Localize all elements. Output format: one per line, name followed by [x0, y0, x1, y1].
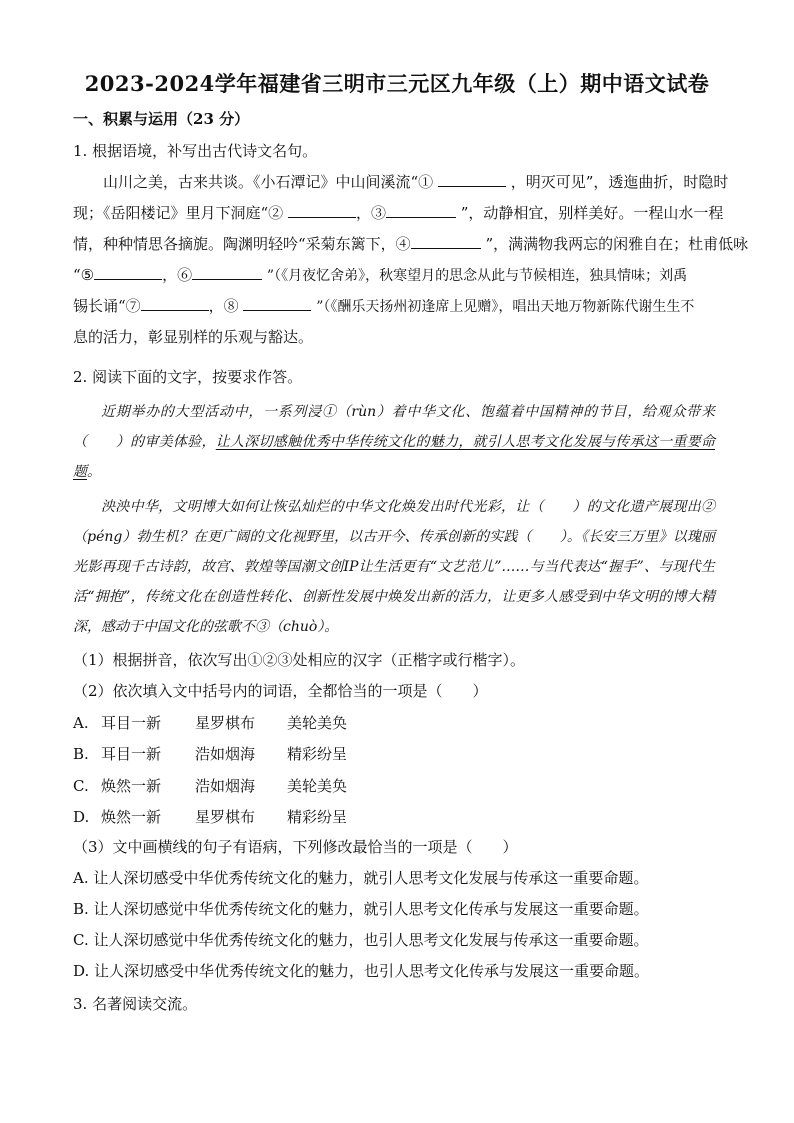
question-2-stem: 2. 阅读下面的文字，按要求作答。 [73, 368, 303, 386]
option-row-b[interactable]: B. 耳目一新 浩如烟海 精彩纷呈 [73, 745, 348, 763]
option-row-c[interactable]: C. 焕然一新 浩如烟海 美轮美奂 [73, 777, 348, 795]
question-3-stem: 3. 名著阅读交流。 [73, 995, 198, 1013]
option-3-d[interactable]: D. 让人深切感受中华优秀传统文化的魅力，也引人思考文化传承与发展这一重要命题。 [73, 962, 650, 980]
sub-question-3: （3）文中画横线的句子有语病，下列修改最恰当的一项是（ ） [73, 838, 518, 856]
question-1-line-3: 情，种种情思各摘旎。陶渊明轻吟“采菊东篱下，④ ”，满满物我两忘的闲雅自在；杜甫低咏 [73, 235, 749, 253]
sub-question-1: （1）根据拼音，依次写出①②③处相应的汉字（正楷字或行楷字）。 [73, 651, 526, 669]
question-1-stem: 1. 根据语境，补写出古代诗文名句。 [73, 142, 318, 160]
question-1-line-2: 现；《岳阳楼记》里月下洞庭“② ，③ ”，动静相宜，别样美好。一程山水一程 [73, 204, 724, 222]
question-1-line-5: 锡长诵“⑦ ，⑧ ”（《酬乐天扬州初逢席上见赠》，唱出天地万物新陈代谢生生不 [73, 297, 695, 315]
underlined-sentence: 让人深切感触优秀中华传统文化的魅力，就引人思考文化发展与传承这一重要命题 [73, 434, 716, 480]
question-1-line-6: 息的活力，彰显别样的乐观与豁达。 [73, 328, 314, 346]
answer-blank-6[interactable] [192, 265, 262, 280]
page-title: 2023-2024学年福建省三明市三元区九年级（上）期中语文试卷 [84, 71, 710, 96]
answer-blank-8[interactable] [243, 296, 311, 311]
section-heading: 一、积累与运用（23 分） [73, 110, 250, 128]
question-1-line-4: “⑤ ，⑥ ”（《月夜忆舍弟》，秋寒望月的思念从此与节候相连，独具情味；刘禹 [73, 266, 688, 284]
option-3-b[interactable]: B. 让人深切感觉中华优秀传统文化的魅力，就引人思考文化传承与发展这一重要命题。 [73, 900, 649, 918]
question-1-line-1: 山川之美，古来共谈。《小石潭记》中山间溪流“① ，明灭可见”，透迤曲折，时隐时 [103, 173, 729, 191]
reading-passage-paragraph-1: 近期举办的大型活动中，一系列浸①（rùn）着中华文化、饱蕴着中国精神的节目，给观众带来（ ）的审美体验，让人深切感触优秀中华传统文化的魅力，就引人思考文化发展与传承这一重要命题。 [73, 404, 716, 480]
option-row-a[interactable]: A. 耳目一新 星罗棋布 美轮美奂 [73, 714, 348, 732]
answer-blank-5[interactable] [94, 265, 162, 280]
option-row-d[interactable]: D. 焕然一新 星罗棋布 精彩纷呈 [73, 808, 348, 826]
answer-blank-7[interactable] [141, 296, 209, 311]
reading-passage-paragraph-2: 泱泱中华，文明博大如何让恢弘灿烂的中华文化焕发出时代光彩，让（ ）的文化遗产展现出②（péng）勃生机？在更广阔的文化视野里，以古开今、传承创新的实践（ ）。《长安三万里》以瑰丽光影再现千古诗韵，故宫、敦煌等国潮文创IP让生活更有“文艺范儿”……与当代表达“握手”、与现代生活“拥抱”，传统文化在创造性转化、创新性发展中焕发出新的活力，让更多人感受到中华文明的博大精深，感动于中国文化的弦歌不③（chuò）。 [73, 499, 715, 635]
sub-question-2: （2）依次填入文中括号内的词语，全都恰当的一项是（ ） [73, 682, 488, 700]
answer-blank-4[interactable] [411, 234, 481, 249]
option-3-c[interactable]: C. 让人深切感觉中华优秀传统文化的魅力，也引人思考文化发展与传承这一重要命题。 [73, 931, 649, 949]
answer-blank-3[interactable] [386, 203, 456, 218]
answer-blank-1[interactable] [438, 172, 506, 187]
option-3-a[interactable]: A. 让人深切感受中华优秀传统文化的魅力，就引人思考文化发展与传承这一重要命题。 [73, 869, 649, 887]
answer-blank-2[interactable] [288, 203, 356, 218]
